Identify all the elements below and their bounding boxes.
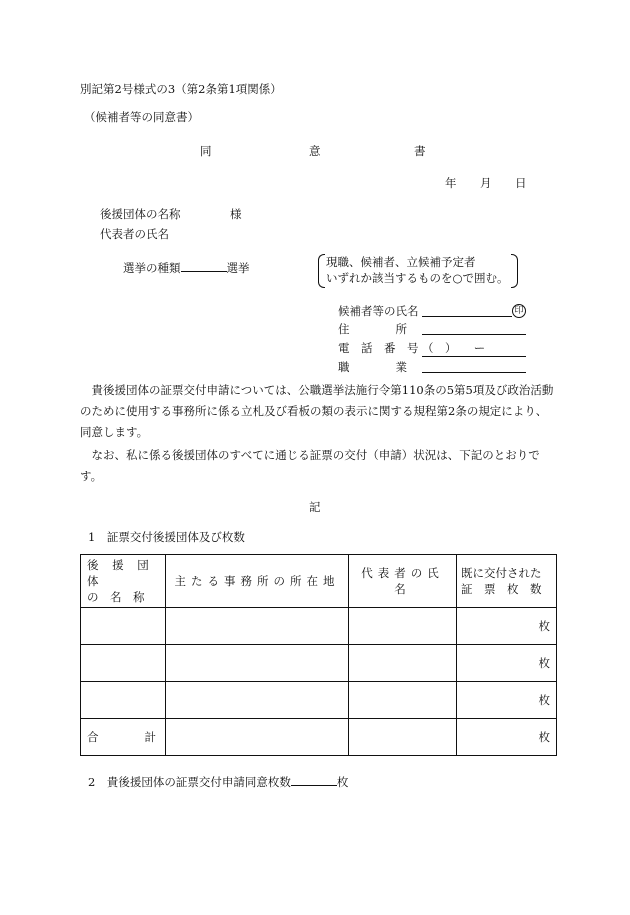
table-row (81, 645, 557, 682)
status-paragraph: なお、私に係る後援団体のすべてに通じる証票の交付（申請）状況は、下記のとおりです。 (80, 448, 540, 483)
date-day: 日 (515, 176, 527, 190)
table-row (81, 608, 557, 645)
total-blank-1 (166, 719, 349, 756)
cell-representative[interactable] (349, 682, 457, 719)
election-type-row (123, 259, 250, 275)
address-blank[interactable] (422, 322, 526, 335)
election-suffix: 選挙 (226, 261, 250, 275)
rep-name-label: 代表者の氏名 (100, 227, 169, 241)
phone-blank[interactable]: （ ） ー (422, 343, 526, 357)
title-char-1: 同 (200, 144, 212, 158)
section-2-heading: 2 貴後援団体の証票交付申請同意枚数 (88, 775, 291, 789)
title-char-3: 書 (414, 144, 426, 158)
election-type-label: 選挙の種類 (123, 261, 181, 275)
cell-representative[interactable] (349, 608, 457, 645)
cell-office-address[interactable] (166, 608, 349, 645)
cell-association-name[interactable] (81, 645, 166, 682)
section-1-heading: 1 証票交付後援団体及び枚数 (88, 530, 245, 544)
header-representative: 代表者の氏名 (349, 555, 457, 608)
header-association-name: 後 援 団 体 の 名 称 (81, 555, 166, 608)
total-label: 合 計 (81, 719, 166, 756)
table-row (81, 682, 557, 719)
cell-issued-count[interactable]: 枚 (457, 608, 557, 645)
cell-issued-count[interactable]: 枚 (457, 682, 557, 719)
table-header-row (81, 555, 557, 608)
cell-office-address[interactable] (166, 645, 349, 682)
form-subtitle: （候補者等の同意書） (84, 110, 199, 124)
total-issued-count[interactable]: 枚 (457, 719, 557, 756)
cell-association-name[interactable] (81, 608, 166, 645)
form-reference: 別記第2号様式の3（第2条第1項関係） (80, 82, 282, 96)
consent-paragraph: 貴後援団体の証票交付申請については、公職選挙法施行令第110条の5第5項及び政治活動のために使用する事務所に係る立札及び看板の類の表示に関する規程第2条の規定により、同意します。 (80, 383, 554, 439)
candidate-name-blank[interactable] (422, 304, 512, 317)
association-table (80, 554, 557, 756)
total-blank-2 (349, 719, 457, 756)
election-type-blank[interactable] (181, 259, 227, 272)
date-year: 年 (445, 176, 457, 190)
header-issued-count: 既に交付された 証 票 枚 数 (457, 555, 557, 608)
bracket-right (511, 254, 518, 288)
address-label: 住 所 (338, 322, 407, 336)
consent-count-blank[interactable] (291, 773, 337, 786)
status-bracket (318, 254, 518, 288)
bracket-line-1: 現職、候補者、立候補予定者 (326, 255, 476, 269)
bracket-left (318, 254, 325, 288)
title-char-2: 意 (309, 144, 321, 158)
ki-heading: 記 (309, 500, 321, 514)
section-2-unit: 枚 (336, 775, 349, 789)
occupation-blank[interactable] (422, 360, 526, 373)
occupation-label: 職 業 (338, 360, 407, 374)
cell-issued-count[interactable]: 枚 (457, 645, 557, 682)
phone-label: 電 話 番 号 (338, 341, 419, 355)
honorific: 様 (230, 207, 242, 221)
header-office-address: 主たる事務所の所在地 (166, 555, 349, 608)
date-month: 月 (480, 176, 492, 190)
section-2-row (88, 773, 348, 789)
table-total-row (81, 719, 557, 756)
seal-mark: 印 (512, 304, 526, 318)
cell-representative[interactable] (349, 645, 457, 682)
org-name-label: 後援団体の名称 (100, 207, 181, 221)
bracket-line-2: いずれか該当するものを○で囲む。 (326, 271, 509, 285)
candidate-name-label: 候補者等の氏名 (338, 304, 419, 318)
cell-association-name[interactable] (81, 682, 166, 719)
cell-office-address[interactable] (166, 682, 349, 719)
